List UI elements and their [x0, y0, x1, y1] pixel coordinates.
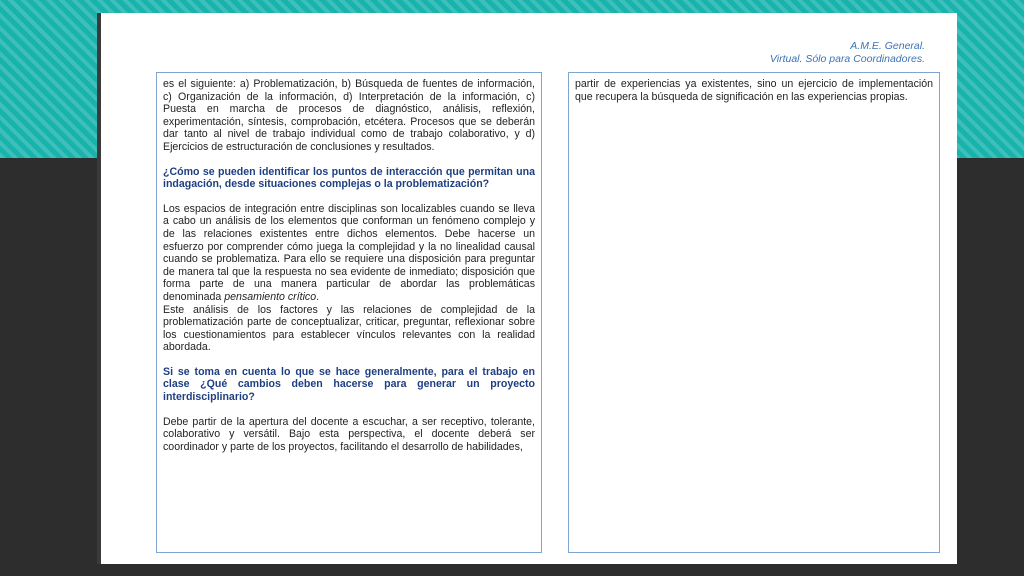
paragraph-2: Los espacios de integración entre disciplinas son localizables cuando se lleva a cabo un análisis de los elementos que conforman un fenómeno complejo y de las relaciones existentes entre dichos elementos. Debe hacerse un esfuerzo por comprender cómo juega la complejidad y la no linealidad causal cuando se problematiza. Para ello se requiere una disposición para preguntar de manera tal que la respuesta no sea evidente de inmediato; disposición que forma parte de una manera particular de abordar las problemáticas denominada pensamiento crítico.: [163, 202, 535, 303]
header-line-2: Virtual. Sólo para Coordinadores.: [769, 53, 925, 65]
paragraph-4: Debe partir de la apertura del docente a escuchar, a ser receptivo, tolerante, colaborativo y versátil. Bajo esta perspectiva, el docente deberá ser coordinador y parte de los proyectos, facilitando el desarrollo de habilidades,: [163, 415, 535, 453]
paragraph-right-1: partir de experiencias ya existentes, sino un ejercicio de implementación que recupera la búsqueda de significación en las experiencias propias.: [575, 78, 933, 103]
left-text-column: [156, 72, 542, 553]
paragraph-3: Este análisis de los factores y las relaciones de complejidad de la problematización parte de conceptualizar, criticar, preguntar, reflexionar sobre los cuestionamientos para establecer vínculos relevantes con la realidad abordada.: [163, 303, 535, 354]
right-text-column: [568, 72, 940, 553]
question-heading-2: Si se toma en cuenta lo que se hace generalmente, para el trabajo en clase ¿Qué cambios deben hacerse para generar un proyecto interdisciplinario?: [163, 365, 535, 404]
emphasis-term: pensamiento crítico: [224, 290, 317, 303]
question-heading-1: ¿Cómo se pueden identificar los puntos de interacción que permitan una indagación, desde situaciones complejas o la problematización?: [163, 165, 535, 191]
page-header: [770, 40, 925, 66]
paragraph-1: es el siguiente: a) Problematización, b) Búsqueda de fuentes de información, c) Organización de la información, d) Interpretación de la información, c) Puesta en marcha de procesos de diagnóstico, análisis, reflexión, experimentación, síntesis, comprobación, etcétera. Procesos que se deberán dar tanto al nivel de trabajo individual como de trabajo colaborativo, y d) Ejercicios de estructuración de conclusiones y resultados.: [163, 78, 535, 153]
header-line-1: A.M.E. General.: [850, 40, 925, 52]
document-page: [97, 13, 957, 564]
